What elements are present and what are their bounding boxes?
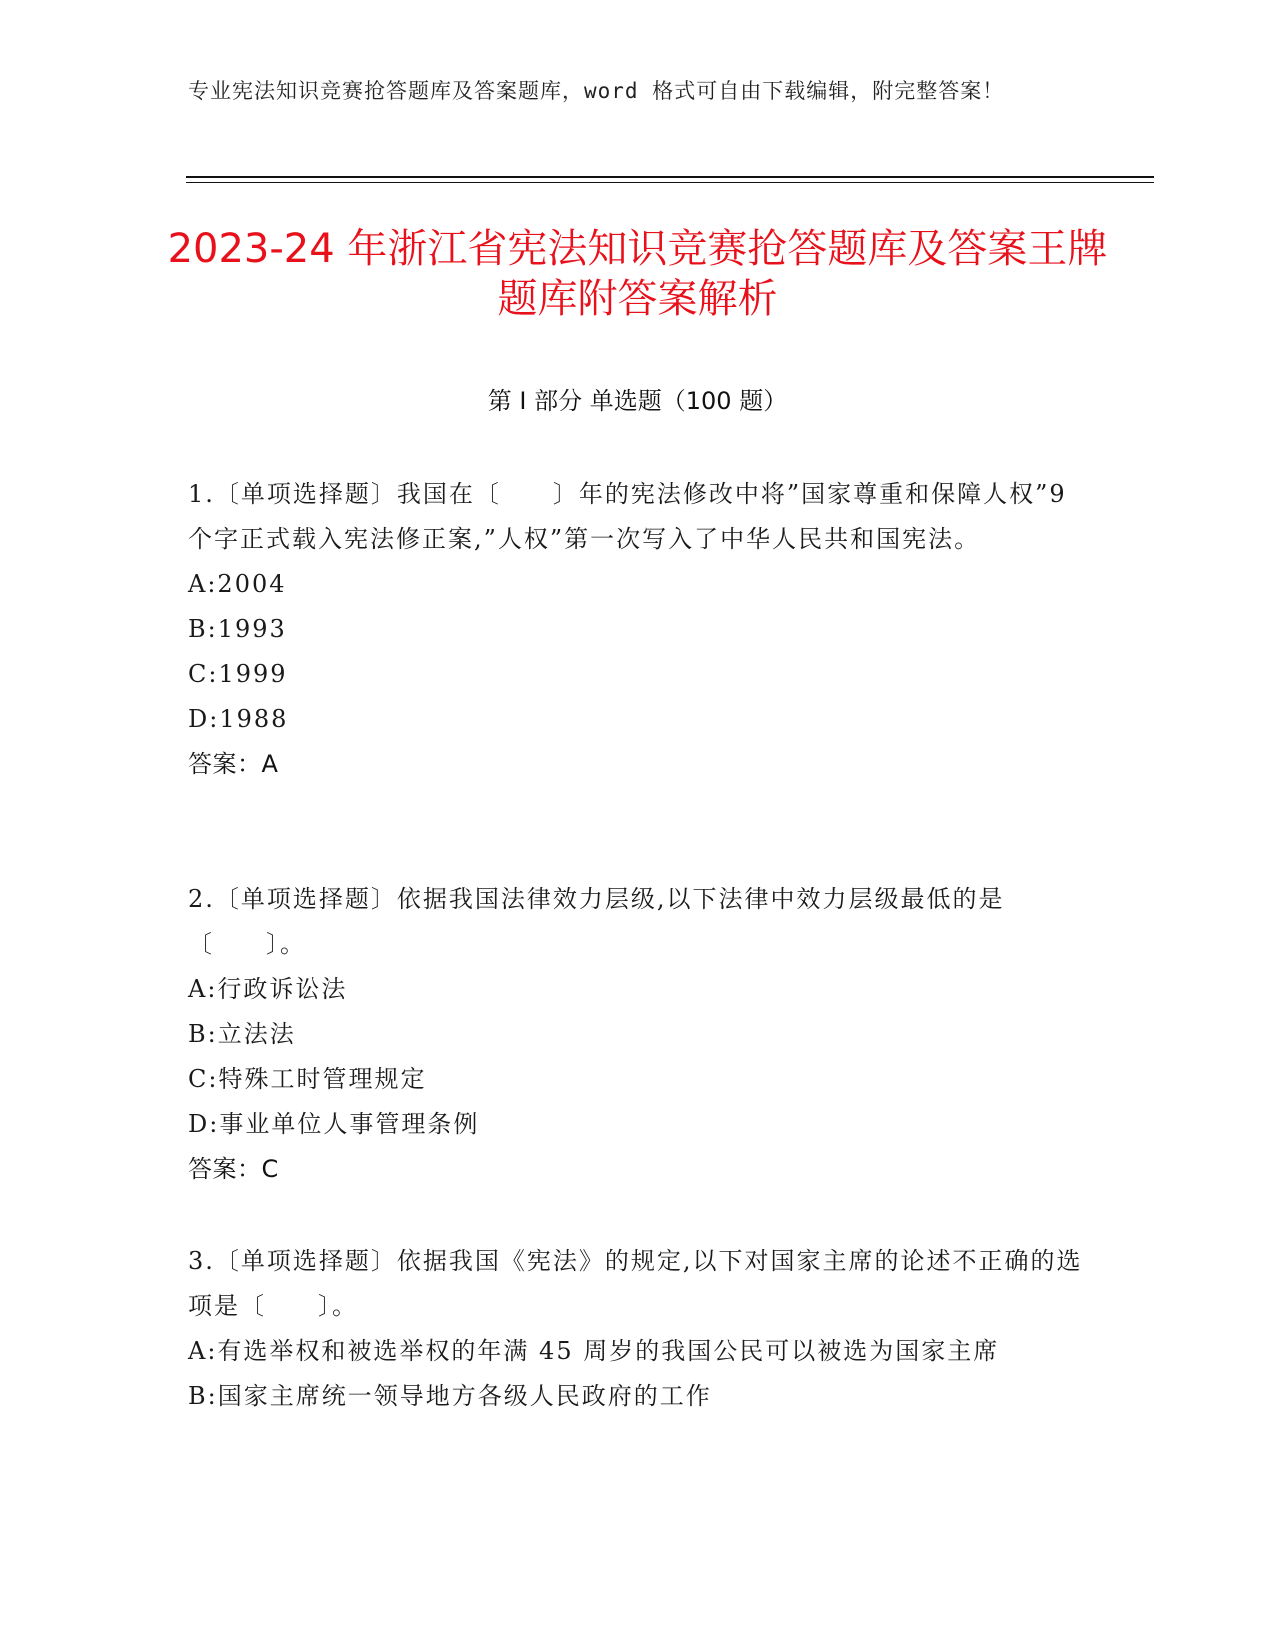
- option-a: A:2004: [188, 570, 287, 598]
- document-title: 2023-24 年浙江省宪法知识竞赛抢答题库及答案王牌题库附答案解析: [167, 226, 1108, 322]
- answer-text: 答案：C: [188, 1155, 279, 1183]
- option-b: B:国家主席统一领导地方各级人民政府的工作: [188, 1382, 712, 1410]
- question-block: [188, 1239, 1088, 1419]
- answer-text: 答案：A: [188, 750, 279, 778]
- option-a: A:行政诉讼法: [188, 975, 348, 1003]
- option-c: C:特殊工时管理规定: [188, 1065, 427, 1093]
- question-stem: 1.〔单项选择题〕我国在〔 〕年的宪法修改中将”国家尊重和保障人权”9 个字正式载入宪法修正案,”人权”第一次写入了中华人民共和国宪法。: [188, 480, 1067, 553]
- section-title: 第 I 部分 单选题（100 题）: [487, 387, 788, 415]
- question-stem: 3.〔单项选择题〕依据我国《宪法》的规定,以下对国家主席的论述不正确的选项是〔 〕。: [188, 1247, 1083, 1320]
- question-block: [188, 472, 1088, 787]
- question-block: [188, 877, 1088, 1192]
- option-a: A:有选举权和被选举权的年满 45 周岁的我国公民可以被选为国家主席: [188, 1337, 1000, 1365]
- option-b: B:立法法: [188, 1020, 296, 1048]
- option-b: B:1993: [188, 615, 287, 643]
- option-d: D:1988: [188, 705, 289, 733]
- question-stem: 2.〔单项选择题〕依据我国法律效力层级,以下法律中效力层级最低的是〔 〕。: [188, 885, 1005, 958]
- header-divider-thin: [186, 182, 1154, 183]
- option-c: C:1999: [188, 660, 288, 688]
- header-divider-thick: [186, 176, 1154, 178]
- header-note: 专业宪法知识竞赛抢答题库及答案题库，word 格式可自由下载编辑，附完整答案！: [188, 79, 1005, 103]
- option-d: D:事业单位人事管理条例: [188, 1110, 480, 1138]
